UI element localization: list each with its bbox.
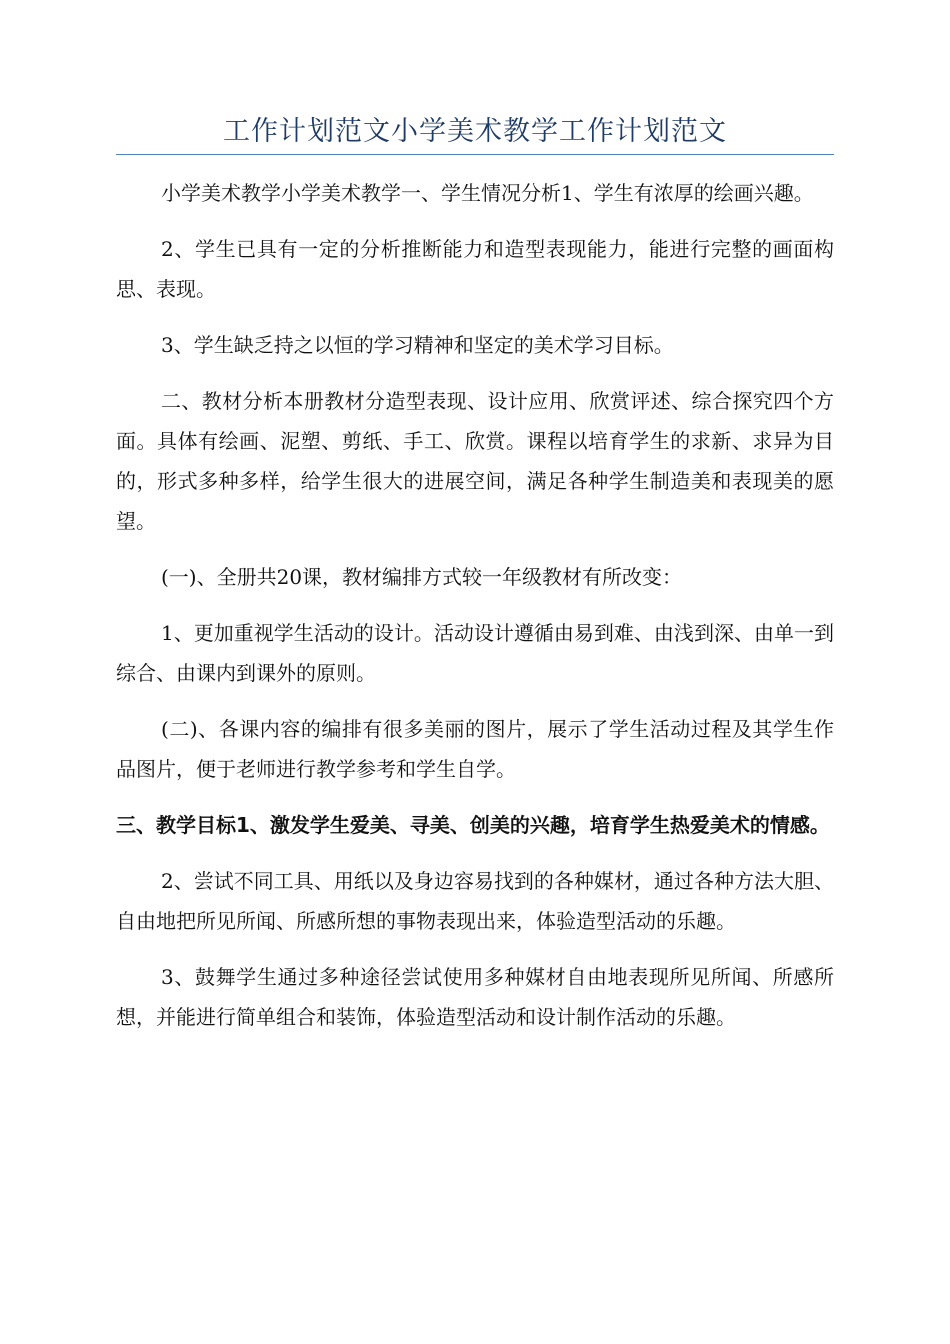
paragraph-student-ability: 2、学生已具有一定的分析推断能力和造型表现能力，能进行完整的画面构思、表现。 bbox=[116, 237, 834, 301]
paragraph-textbook-analysis: 二、教材分析本册教材分造型表现、设计应用、欣赏评述、综合探究四个方面。具体有绘画、泥塑、剪纸、手工、欣赏。课程以培育学生的求新、求异为目的，形式多种多样，给学生很大的进展空间，满足各种学生制造美和表现美的愿望。 bbox=[116, 389, 834, 533]
title-underline bbox=[116, 154, 834, 155]
document-body bbox=[116, 173, 834, 1053]
document-title: 工作计划范文小学美术教学工作计划范文 bbox=[223, 116, 727, 147]
section-heading-teaching-goals: 三、教学目标1、激发学生爱美、寻美、创美的兴趣，培育学生热爱美术的情感。 bbox=[116, 813, 830, 837]
paragraph-activity-design: 1、更加重视学生活动的设计。活动设计遵循由易到难、由浅到深、由单一到综合、由课内到课外的原则。 bbox=[116, 621, 834, 685]
paragraph-goal-expression: 3、鼓舞学生通过多种途径尝试使用多种媒材自由地表现所见所闻、所感所想，并能进行简单组合和装饰，体验造型活动和设计制作活动的乐趣。 bbox=[116, 965, 834, 1029]
paragraph-content-layout: (二)、各课内容的编排有很多美丽的图片，展示了学生活动过程及其学生作品图片，便于老师进行教学参考和学生自学。 bbox=[116, 717, 834, 781]
paragraph-lesson-count: (一)、全册共20课，教材编排方式较一年级教材有所改变： bbox=[161, 565, 683, 589]
paragraph-student-weakness: 3、学生缺乏持之以恒的学习精神和坚定的美术学习目标。 bbox=[161, 333, 674, 357]
paragraph-student-analysis: 小学美术教学小学美术教学一、学生情况分析1、学生有浓厚的绘画兴趣。 bbox=[161, 181, 814, 205]
paragraph-goal-tools: 2、尝试不同工具、用纸以及身边容易找到的各种媒材，通过各种方法大胆、自由地把所见所闻、所感所想的事物表现出来，体验造型活动的乐趣。 bbox=[116, 869, 834, 933]
